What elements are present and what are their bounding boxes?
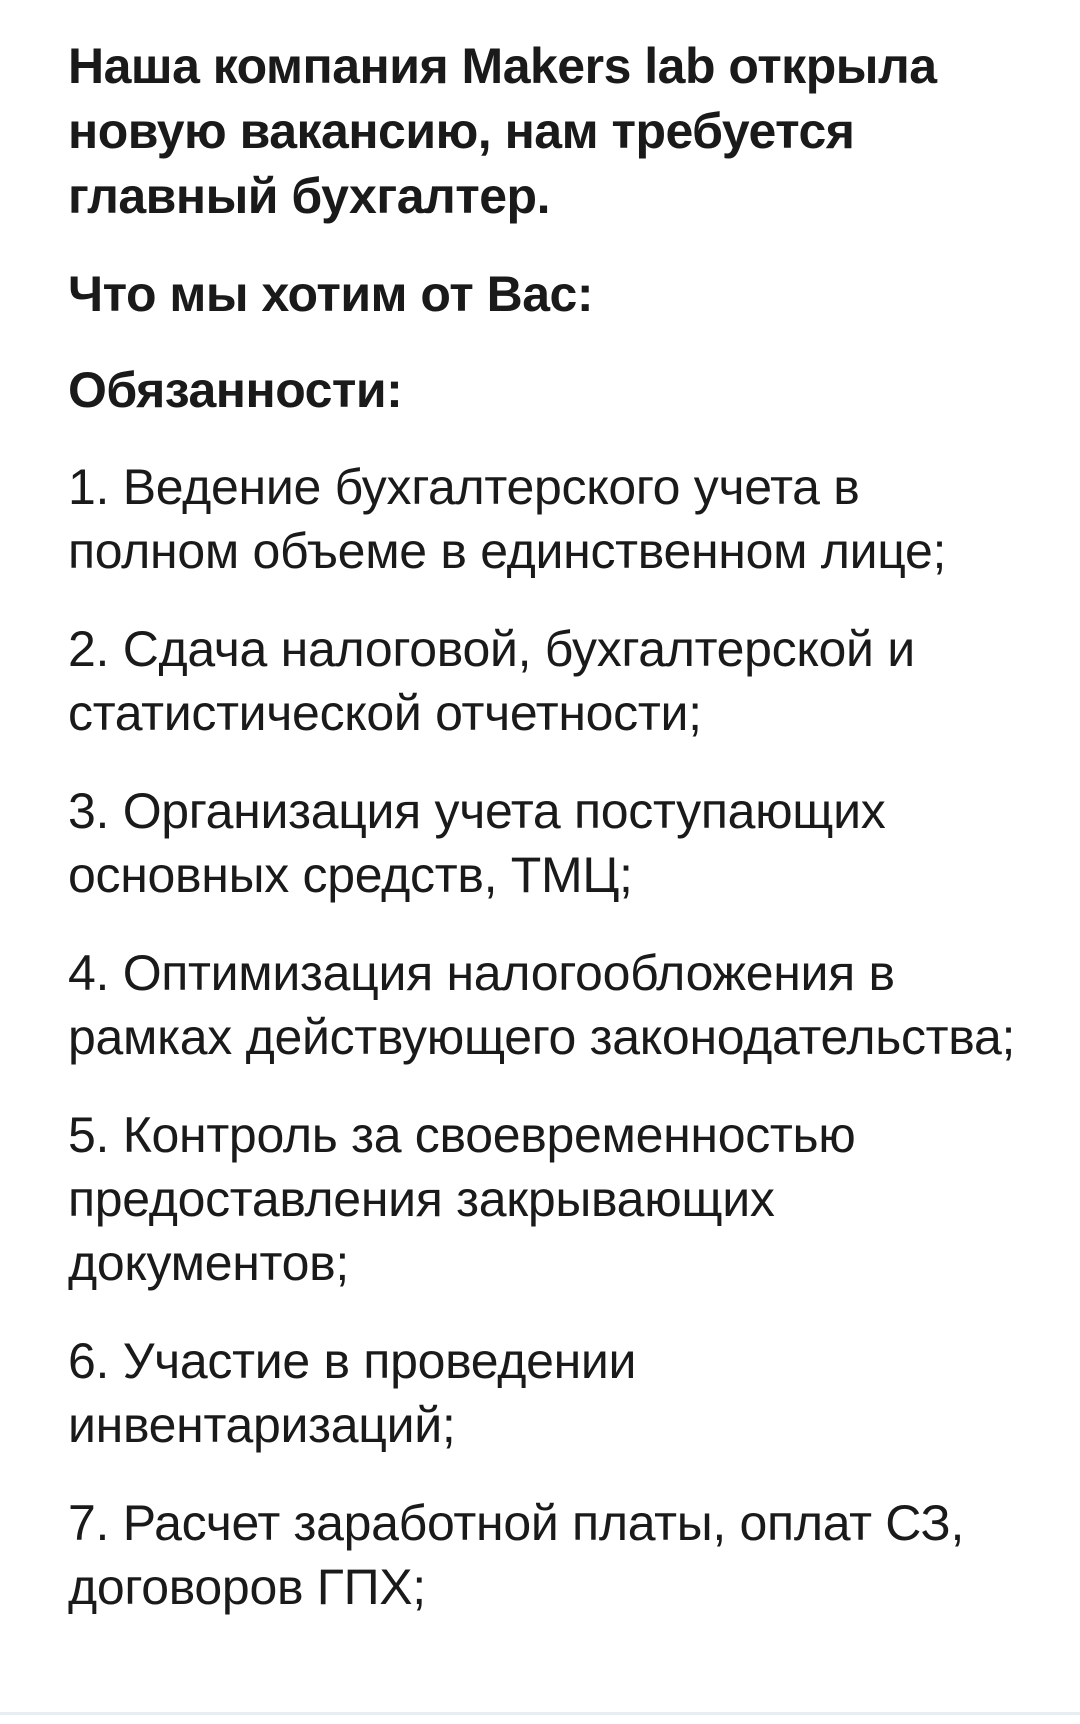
duty-item: 1. Ведение бухгалтерского учета в полном объеме в единственном лице; (68, 459, 947, 579)
duties-list (68, 455, 1028, 1619)
duty-item: 2. Сдача налоговой, бухгалтерской и статистической отчетности; (68, 621, 915, 741)
duty-item: 5. Контроль за своевременностью предоставления закрывающих документов; (68, 1107, 856, 1291)
duty-item: 3. Организация учета поступающих основных средств, ТМЦ; (68, 783, 886, 903)
intro-text: Наша компания Makers lab открыла новую вакансию, нам требуется главный бухгалтер. (68, 38, 937, 224)
duties-heading: Обязанности: (68, 362, 403, 418)
duty-item: 7. Расчет заработной платы, оплат СЗ, договоров ГПХ; (68, 1495, 965, 1615)
vacancy-post (68, 34, 1028, 1653)
bottom-divider (0, 1712, 1080, 1715)
duty-item: 6. Участие в проведении инвентаризаций; (68, 1333, 637, 1453)
wants-heading: Что мы хотим от Вас: (68, 266, 593, 322)
duty-item: 4. Оптимизация налогообложения в рамках действующего законодательства; (68, 945, 1016, 1065)
